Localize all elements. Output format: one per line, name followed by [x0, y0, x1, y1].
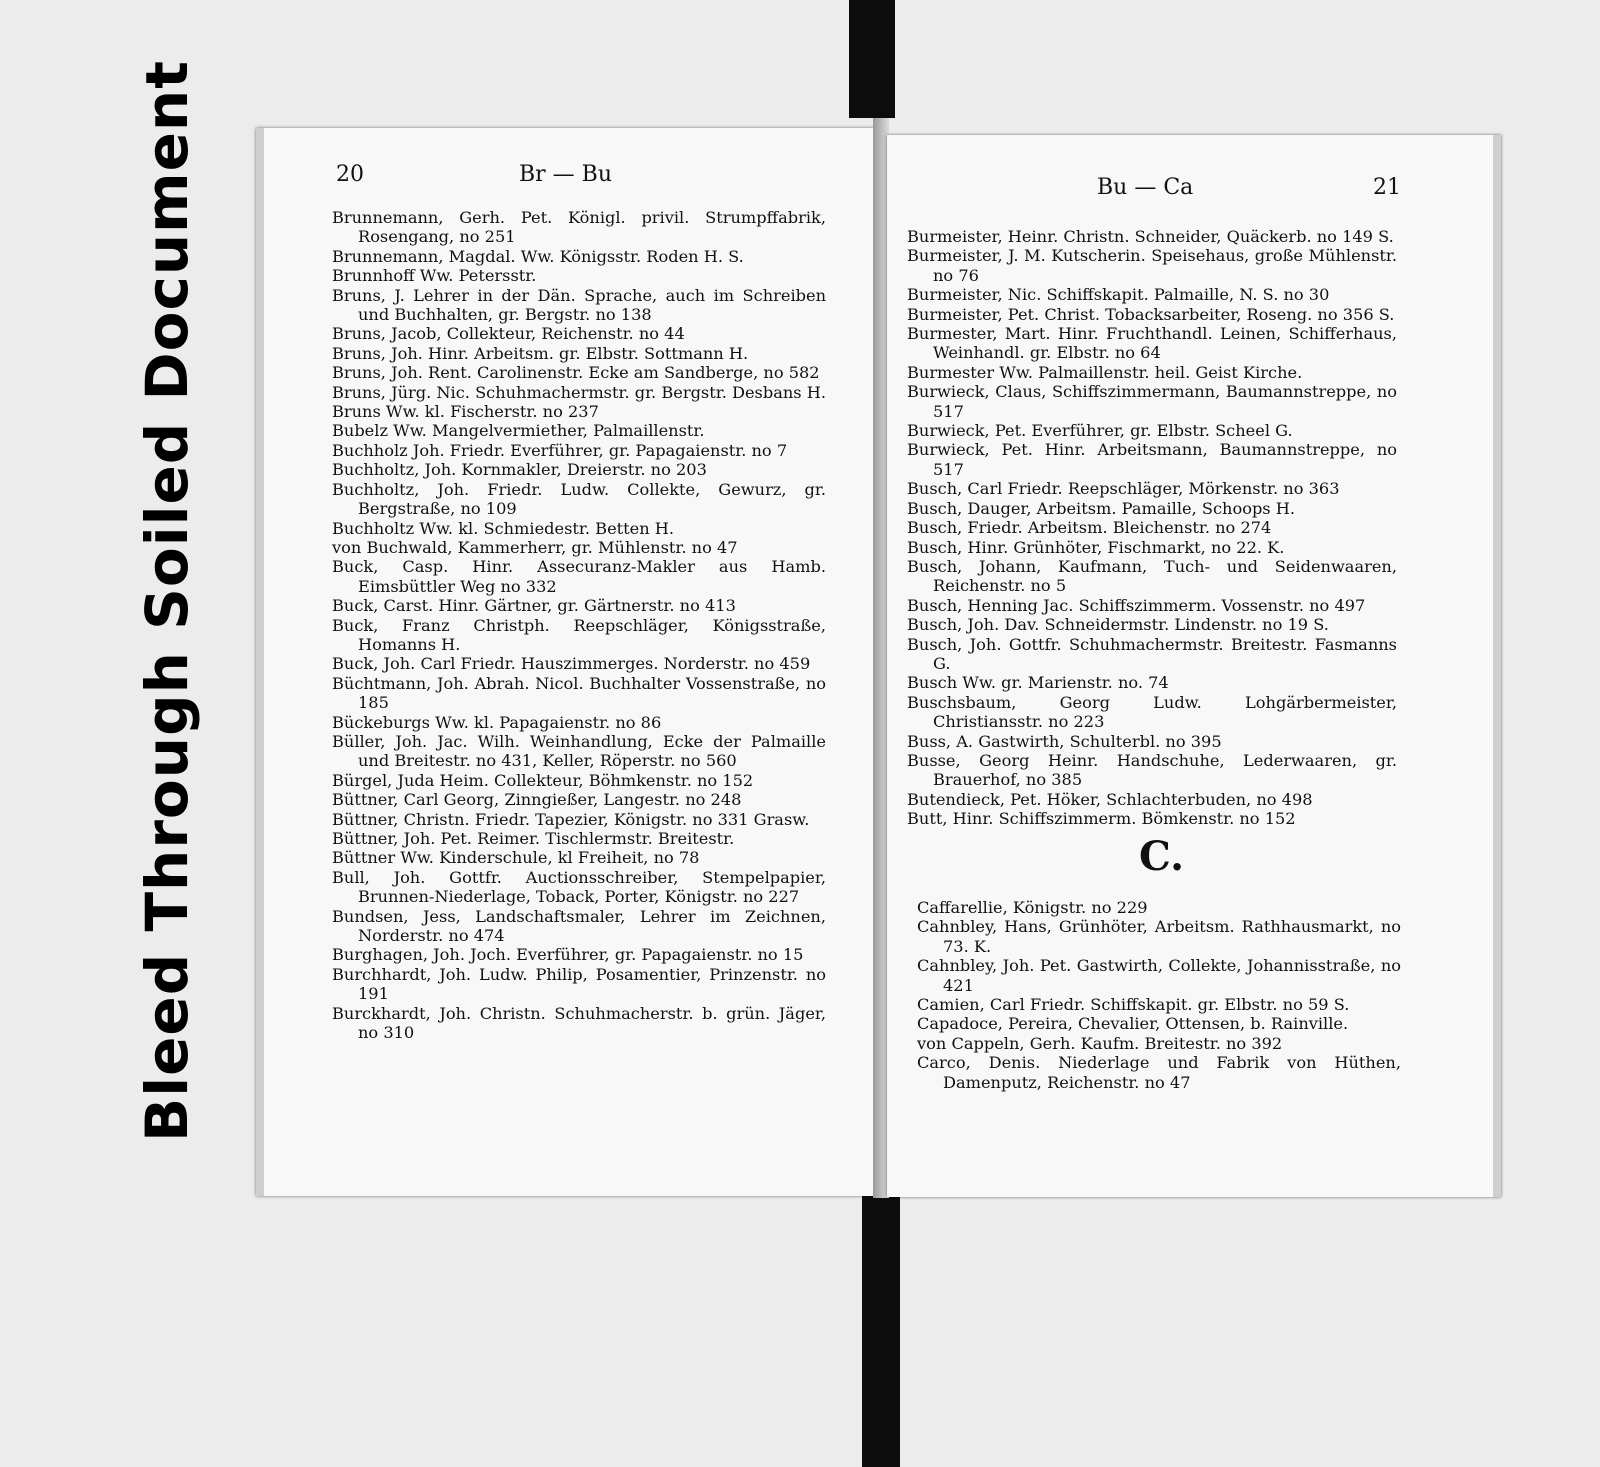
directory-entry: Bruns, J. Lehrer in der Dän. Sprache, auch im Schreiben und Buchhalten, gr. Bergstr. no 138	[332, 285, 826, 325]
directory-entry: von Cappeln, Gerh. Kaufm. Breitestr. no 392	[917, 1033, 1283, 1053]
directory-entry: Burwieck, Pet. Everführer, gr. Elbstr. Scheel G.	[907, 421, 1293, 441]
directory-entry: Capadoce, Pereira, Chevalier, Ottensen, b. Rainville.	[917, 1014, 1349, 1034]
page-number: 20	[336, 162, 364, 187]
directory-entry: Burckhardt, Joh. Christn. Schuhmacherstr. b. grün. Jäger, no 310	[332, 1003, 826, 1043]
directory-entry: Camien, Carl Friedr. Schiffskapit. gr. Elbstr. no 59 S.	[917, 995, 1350, 1015]
directory-entry: Buck, Joh. Carl Friedr. Hauszimmerges. Norderstr. no 459	[332, 654, 811, 674]
directory-entry: Butt, Hinr. Schiffszimmerm. Bömkenstr. no 152	[907, 809, 1296, 829]
directory-entry: Buschsbaum, Georg Ludw. Lohgärbermeister, Christiansstr. no 223	[907, 692, 1397, 732]
directory-entry: Busch, Joh. Gottfr. Schuhmachermstr. Breitestr. Fasmanns G.	[907, 634, 1397, 673]
directory-entry: Brunnemann, Magdal. Ww. Königsstr. Roden H. S.	[332, 246, 744, 266]
directory-entry: Busch, Joh. Dav. Schneidermstr. Lindenstr. no 19 S.	[907, 615, 1329, 635]
directory-entry: Burmester Ww. Palmaillenstr. heil. Geist Kirche.	[907, 362, 1303, 382]
running-head: Bu — Ca	[1097, 175, 1194, 200]
directory-entry: Bruns, Jürg. Nic. Schuhmachermstr. gr. Bergstr. Desbans H.	[332, 382, 827, 402]
binding-spine-top	[849, 0, 895, 118]
directory-entry: Burmeister, J. M. Kutscherin. Speisehaus, große Mühlenstr. no 76	[907, 246, 1397, 285]
directory-entry: Buss, A. Gastwirth, Schulterbl. no 395	[907, 731, 1222, 751]
directory-entry: Burmester, Mart. Hinr. Fruchthandl. Leinen, Schifferhaus, Weinhandl. gr. Elbstr. no 64	[907, 324, 1397, 363]
directory-entry: Busch, Dauger, Arbeitsm. Pamaille, Schoops H.	[907, 498, 1296, 518]
directory-entry: Carco, Denis. Niederlage und Fabrik von Hüthen, Damenputz, Reichenstr. no 47	[917, 1053, 1401, 1092]
directory-entry: Brunnemann, Gerh. Pet. Königl. privil. Strumpffabrik, Rosengang, no 251	[332, 208, 826, 247]
directory-entry: Burghagen, Joh. Joch. Everführer, gr. Papagaienstr. no 15	[332, 945, 804, 965]
directory-entry: Bundsen, Jess, Landschaftsmaler, Lehrer im Zeichnen, Norderstr. no 474	[332, 906, 826, 946]
binding-spine-bottom	[862, 1196, 900, 1467]
directory-entry: Brunnhoff Ww. Petersstr.	[332, 266, 537, 286]
directory-entry: Busch, Friedr. Arbeitsm. Bleichenstr. no 274	[907, 518, 1272, 538]
side-label: Bleed Through Soiled Document	[133, 60, 201, 1142]
directory-entry: Busse, Georg Heinr. Handschuhe, Lederwaaren, gr. Brauerhof, no 385	[907, 750, 1397, 790]
directory-entry: Bruns, Joh. Rent. Carolinenstr. Ecke am Sandberge, no 582	[332, 363, 820, 383]
directory-entry: Buchholz Joh. Friedr. Everführer, gr. Papagaienstr. no 7	[332, 440, 788, 460]
directory-entry: Bruns, Jacob, Collekteur, Reichenstr. no 44	[332, 324, 685, 344]
left-page	[256, 128, 876, 1196]
directory-entry: Bubelz Ww. Mangelvermiether, Palmaillenstr.	[332, 421, 705, 441]
page-number: 21	[1373, 175, 1401, 200]
directory-entry: Bruns, Joh. Hinr. Arbeitsm. gr. Elbstr. Sottmann H.	[332, 343, 749, 363]
directory-entry: Busch, Henning Jac. Schiffszimmerm. Vossenstr. no 497	[907, 595, 1366, 615]
section-letter: C.	[1139, 833, 1185, 880]
directory-entry: Buchholtz, Joh. Kornmakler, Dreierstr. no 203	[332, 460, 707, 480]
directory-entry: von Buchwald, Kammerherr, gr. Mühlenstr. no 47	[332, 537, 738, 557]
running-head: Br — Bu	[519, 162, 613, 187]
directory-entry: Buchholtz, Joh. Friedr. Ludw. Collekte, Gewurz, gr. Bergstraße, no 109	[332, 479, 826, 519]
entry-list	[332, 208, 826, 1042]
directory-entry: Bruns Ww. kl. Fischerstr. no 237	[332, 402, 599, 422]
directory-entry: Büller, Joh. Jac. Wilh. Weinhandlung, Ecke der Palmaille und Breitestr. no 431, Keller, Röperstr. no 560	[332, 731, 826, 771]
directory-entry: Cahnbley, Joh. Pet. Gastwirth, Collekte, Johannisstraße, no 421	[917, 956, 1401, 995]
directory-entry: Bückeburgs Ww. kl. Papagaienstr. no 86	[332, 712, 662, 732]
right-page	[887, 135, 1501, 1197]
directory-entry: Burmeister, Nic. Schiffskapit. Palmaille, N. S. no 30	[907, 285, 1330, 305]
directory-entry: Caffarellie, Königstr. no 229	[917, 898, 1148, 917]
directory-entry: Busch, Johann, Kaufmann, Tuch- und Seidenwaaren, Reichenstr. no 5	[907, 556, 1397, 596]
directory-entry: Buck, Carst. Hinr. Gärtner, gr. Gärtnerstr. no 413	[332, 596, 736, 616]
directory-entry: Bull, Joh. Gottfr. Auctionsschreiber, Stempelpapier, Brunnen-Niederlage, Toback, Porter, Königstr. no 227	[332, 867, 826, 907]
directory-entry: Buchholtz Ww. kl. Schmiedestr. Betten H.	[332, 518, 675, 538]
directory-entry: Bürgel, Juda Heim. Collekteur, Böhmkenstr. no 152	[332, 770, 754, 790]
directory-entry: Busch, Carl Friedr. Reepschläger, Mörkenstr. no 363	[907, 479, 1340, 499]
directory-entry: Büchtmann, Joh. Abrah. Nicol. Buchhalter Vossenstraße, no 185	[332, 673, 826, 713]
directory-entry: Büttner, Christn. Friedr. Tapezier, Königstr. no 331 Grasw.	[332, 809, 810, 829]
directory-entry: Busch Ww. gr. Marienstr. no. 74	[907, 673, 1169, 693]
directory-entry: Buck, Franz Christph. Reepschläger, Königsstraße, Homanns H.	[332, 615, 826, 654]
directory-entry: Büttner Ww. Kinderschule, kl Freiheit, no 78	[332, 848, 700, 868]
directory-entry: Burmeister, Pet. Christ. Tobacksarbeiter, Roseng. no 356 S.	[907, 304, 1395, 324]
directory-entry: Burmeister, Heinr. Christn. Schneider, Quäckerb. no 149 S.	[907, 227, 1394, 246]
directory-entry: Butendieck, Pet. Höker, Schlachterbuden, no 498	[907, 789, 1313, 809]
directory-entry: Burwieck, Pet. Hinr. Arbeitsmann, Baumannstreppe, no 517	[907, 440, 1397, 479]
directory-entry: Busch, Hinr. Grünhöter, Fischmarkt, no 22. K.	[907, 537, 1285, 557]
directory-entry: Buck, Casp. Hinr. Assecuranz-Makler aus Hamb. Eimsbüttler Weg no 332	[332, 557, 826, 596]
directory-entry: Burwieck, Claus, Schiffszimmermann, Baumannstreppe, no 517	[907, 382, 1397, 421]
directory-entry: Cahnbley, Hans, Grünhöter, Arbeitsm. Rathhausmarkt, no 73. K.	[917, 917, 1401, 956]
directory-entry: Büttner, Carl Georg, Zinngießer, Langestr. no 248	[332, 790, 742, 810]
c-entry-list	[917, 898, 1401, 1092]
entry-list	[907, 227, 1397, 829]
directory-entry: Büttner, Joh. Pet. Reimer. Tischlermstr. Breitestr.	[332, 829, 735, 848]
directory-entry: Burchhardt, Joh. Ludw. Philip, Posamentier, Prinzenstr. no 191	[332, 964, 826, 1004]
